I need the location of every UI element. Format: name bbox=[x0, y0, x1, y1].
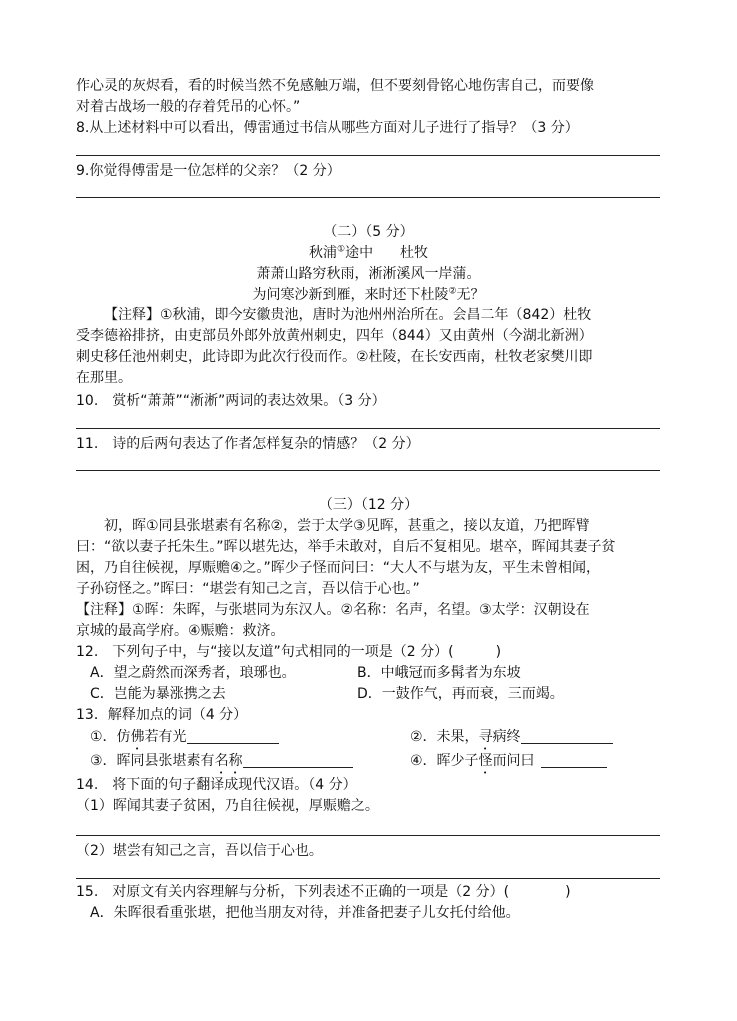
note-line: 【注释】①秋浦，即今安徽贵池，唐时为池州州治所在。会昌二年（842）杜牧 bbox=[104, 307, 592, 323]
dotted-word: 怪 bbox=[478, 753, 493, 769]
answer-line-q14-1[interactable] bbox=[76, 835, 660, 836]
q13-item-text: 病终 bbox=[492, 729, 521, 745]
answer-blank[interactable] bbox=[521, 729, 613, 744]
passage-line: 作心灵的灰烬看，看的时候当然不免感触万端，但不要刻骨铭心地伤害自己，而要像 bbox=[76, 78, 594, 94]
classical-text-line: 初，晖①同县张堪素有名称②，尝于太学③见晖，甚重之，接以友道，乃把晖臂 bbox=[104, 518, 590, 534]
answer-line-q11[interactable] bbox=[76, 470, 660, 471]
option-a[interactable]: A．望之蔚然而深秀者，琅琊也。 bbox=[90, 665, 296, 681]
q13-item-text: ①．仿 bbox=[90, 729, 131, 745]
answer-blank[interactable] bbox=[243, 753, 353, 768]
section-2-heading: （二）（5 分） bbox=[323, 224, 414, 240]
question-10: 10. 赏析“萧萧”“淅淅”两词的表达效果。（3 分） bbox=[76, 393, 386, 409]
classical-text-line: 子孙窃怪之。”晖曰：“堪尝有知己之言，吾以信于心也。” bbox=[76, 581, 420, 597]
q13-item bbox=[410, 751, 607, 777]
note-line: 【注释】①晖：朱晖，与张堪同为东汉人。②名称：名声，名望。③太学：汉朝设在 bbox=[76, 602, 590, 618]
answer-line-q9[interactable] bbox=[76, 197, 660, 198]
note-line: 刺史移任池州刺史，此诗即为此次行役而作。②杜陵，在长安西南，杜牧老家樊川即 bbox=[76, 349, 593, 365]
dotted-word: 佛 bbox=[130, 729, 145, 745]
poem-title bbox=[0, 243, 737, 263]
q13-item-text: 若有光 bbox=[144, 729, 187, 745]
dotted-word: 名称 bbox=[214, 753, 243, 769]
option-b[interactable]: B．中峨冠而多髯者为东坡 bbox=[357, 665, 521, 681]
poem-title-text: 途中 bbox=[345, 245, 374, 261]
poem-line-text: 为问寒沙新到雁，来时还下杜陵 bbox=[252, 287, 449, 303]
footnote-marker: ① bbox=[337, 244, 346, 255]
answer-blank[interactable] bbox=[187, 729, 279, 744]
answer-line-q8[interactable] bbox=[76, 155, 660, 156]
answer-line-q10[interactable] bbox=[76, 428, 660, 429]
q13-item bbox=[90, 751, 353, 777]
section-3-heading: （三）（12 分） bbox=[318, 497, 419, 513]
q13-item-text: ③．晖同县张堪素有 bbox=[90, 753, 215, 769]
option-c[interactable]: C．岂能为暴涨携之去 bbox=[90, 686, 226, 702]
q14-sentence-1: （1）晖闻其妻子贫困，乃自往候视，厚赈赡之。 bbox=[76, 798, 379, 814]
question-8: 8.从上述材料中可以看出，傅雷通过书信从哪些方面对儿子进行了指导？（3 分） bbox=[76, 120, 579, 136]
note-line: 在那里。 bbox=[76, 370, 132, 386]
dotted-word: 寻 bbox=[478, 729, 493, 745]
q13-item bbox=[90, 727, 279, 753]
note-line: 受李德裕排挤，由吏部员外郎外放黄州刺史，四年（844）又由黄州（今湖北新洲） bbox=[76, 328, 593, 344]
question-9: 9.你觉得傅雷是一位怎样的父亲？（2 分） bbox=[76, 163, 341, 179]
question-12: 12. 下列句子中，与“接以友道”句式相同的一项是（2 分）( ) bbox=[76, 644, 502, 660]
q13-item-text: ②．未果， bbox=[410, 729, 479, 745]
note-line: 京城的最高学府。④赈赡：救济。 bbox=[76, 623, 285, 639]
q13-item-text: 而问曰 bbox=[492, 753, 535, 769]
poem-title-text: 秋浦 bbox=[309, 245, 337, 261]
poem-author: 杜牧 bbox=[399, 245, 428, 261]
q15-option-a[interactable]: A．朱晖很看重张堪，把他当朋友对待，并准备把妻子儿女托付给他。 bbox=[90, 905, 520, 921]
passage-line: 对着古战场一般的存着凭吊的心怀。” bbox=[76, 99, 301, 115]
q13-item-text: ④．晖少子 bbox=[410, 753, 479, 769]
question-13: 13．解释加点的词（4 分） bbox=[76, 707, 248, 723]
q14-sentence-2: （2）堪尝有知己之言，吾以信于心也。 bbox=[76, 843, 323, 859]
poem-line-text: 无？ bbox=[456, 287, 485, 303]
poem-line-2 bbox=[0, 285, 737, 305]
q13-item bbox=[410, 727, 613, 753]
poem-line-1: 萧萧山路穷秋雨，淅淅溪风一岸蒲。 bbox=[256, 266, 481, 282]
answer-line-q14-2[interactable] bbox=[76, 878, 660, 879]
classical-text-line: 曰：“欲以妻子托朱生。”晖以堪先达，举手未敢对，自后不复相见。堪卒，晖闻其妻子贫 bbox=[76, 539, 616, 555]
option-d[interactable]: D．一鼓作气，再而衰，三而竭。 bbox=[357, 686, 564, 702]
answer-blank[interactable] bbox=[541, 753, 607, 768]
question-14: 14. 将下面的句子翻译成现代汉语。（4 分） bbox=[76, 777, 357, 793]
classical-text-line: 困，乃自往候视，厚赈赡④之。”晖少子怪而问曰：“大人不与堪为友，平生未曾相闻， bbox=[76, 560, 601, 576]
question-11: 11. 诗的后两句表达了作者怎样复杂的情感？（2 分） bbox=[76, 436, 420, 452]
question-15: 15. 对原文有关内容理解与分析，下列表述不正确的一项是（2 分）( ) bbox=[76, 884, 571, 900]
footnote-marker: ② bbox=[448, 286, 457, 297]
